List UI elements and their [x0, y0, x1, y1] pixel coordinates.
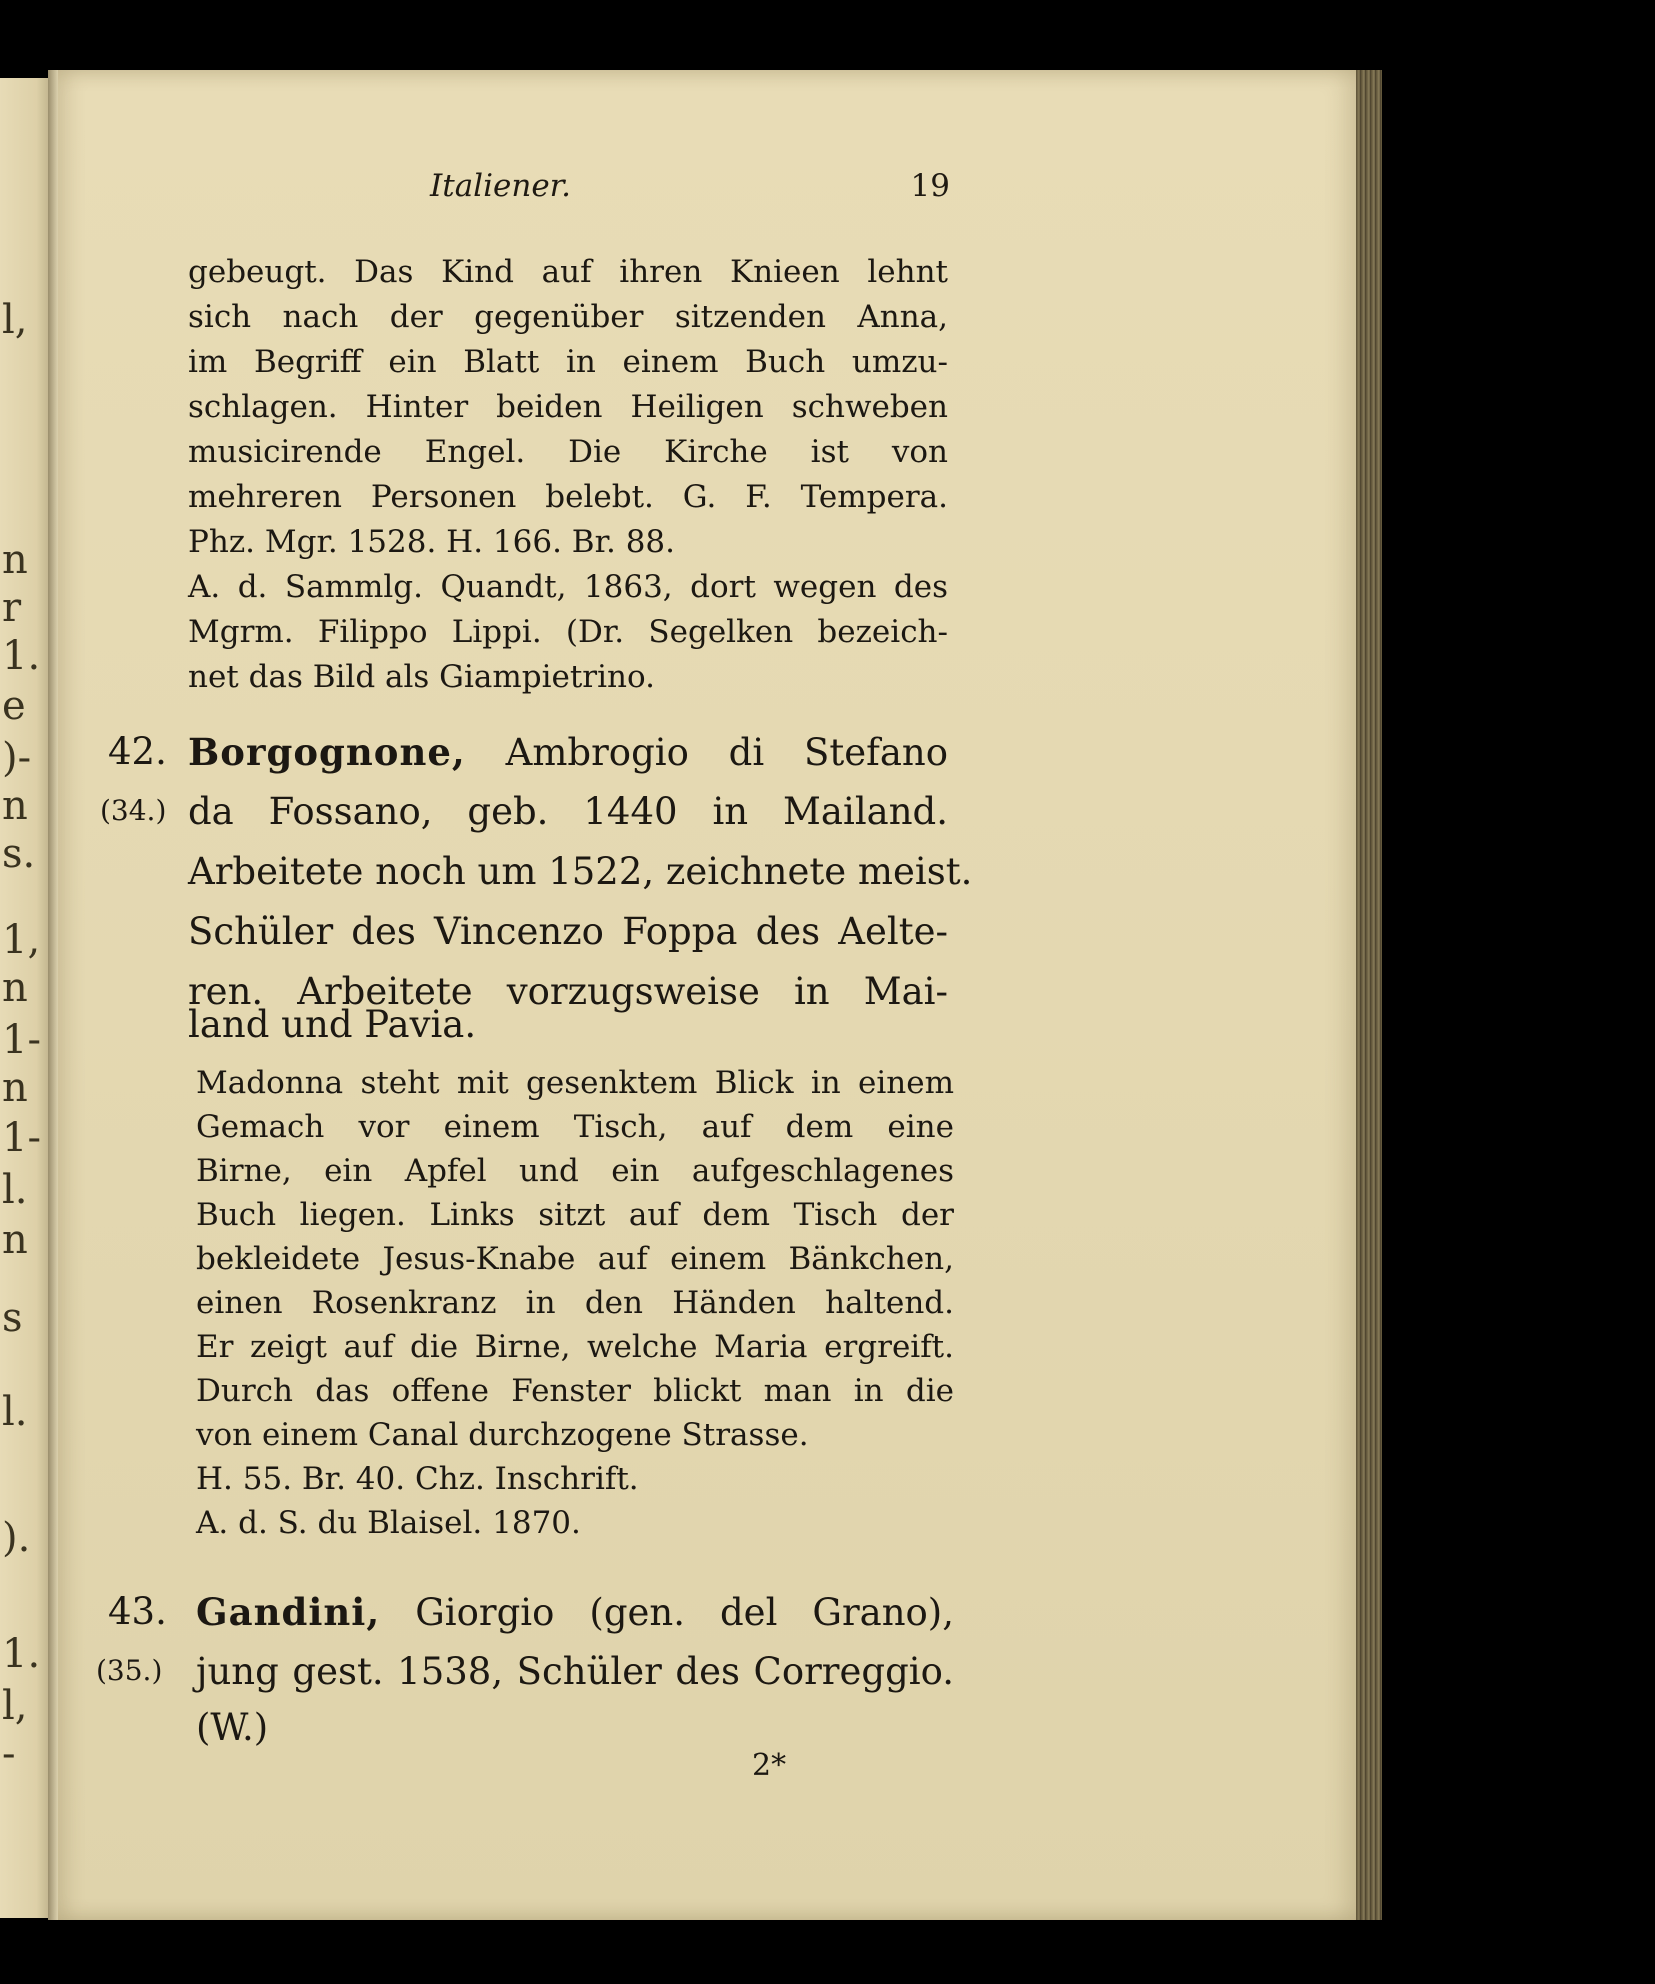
margin-fragment: n: [2, 1217, 28, 1263]
running-head: [430, 168, 950, 212]
margin-fragment: ).: [2, 1515, 31, 1561]
margin-fragment: n: [2, 537, 28, 583]
margin-fragment: l,: [2, 297, 28, 343]
page-number: 19: [910, 168, 950, 204]
entry-number: 43.: [108, 1590, 167, 1633]
signature-mark: 2*: [752, 1748, 787, 1783]
margin-fragment: r: [2, 585, 22, 631]
margin-fragment: s: [2, 1295, 23, 1341]
bio-line: jung gest. 1538, Schüler des Correggio.: [196, 1650, 954, 1693]
page-edges: [1356, 70, 1382, 1920]
continuation-line: im Begriff ein Blatt in einem Buch umzu-: [188, 344, 948, 380]
bio-line: Arbeitete noch um 1522, zeichnete meist.: [188, 850, 973, 893]
margin-fragment: n: [2, 783, 28, 829]
margin-fragment: n: [2, 965, 28, 1011]
bio-line: ren. Arbeitete vorzugsweise in Mai-: [188, 970, 948, 1013]
description-line: Birne, ein Apfel und ein aufgeschlagenes: [196, 1153, 954, 1189]
margin-fragment: 1.: [2, 633, 41, 679]
artist-bio-start: Giorgio (gen. del Grano),: [415, 1591, 954, 1634]
continuation-line: musicirende Engel. Die Kirche ist von: [188, 434, 948, 470]
margin-fragment: n: [2, 1065, 28, 1111]
continuation-line: sich nach der gegenüber sitzenden Anna,: [188, 299, 948, 335]
description-line: Er zeigt auf die Birne, welche Maria ergreift.: [196, 1329, 954, 1365]
continuation-line: mehreren Personen belebt. G. F. Tempera.: [188, 479, 948, 515]
margin-fragment: 1-: [2, 1017, 41, 1063]
continuation-line: gebeugt. Das Kind auf ihren Knieen lehnt: [188, 254, 948, 290]
entry-old-number: (34.): [100, 794, 167, 827]
description-line: Madonna steht mit gesenktem Blick in einem: [196, 1065, 954, 1101]
margin-fragment: 1,: [2, 917, 41, 963]
running-title: Italiener.: [430, 168, 571, 204]
bio-line: da Fossano, geb. 1440 in Mailand.: [188, 790, 948, 833]
description-line: bekleidete Jesus-Knabe auf einem Bänkchen,: [196, 1241, 954, 1277]
left-page-edge: [0, 78, 52, 1918]
artist-name: Gandini,: [196, 1590, 381, 1634]
description-line: von einem Canal durchzogene Strasse.: [196, 1417, 809, 1453]
artist-bio-start: Ambrogio di Stefano: [505, 731, 948, 774]
margin-fragment: l,: [2, 1683, 28, 1729]
entry-old-number: (35.): [96, 1654, 163, 1687]
continuation-line: A. d. Sammlg. Quandt, 1863, dort wegen des: [188, 569, 948, 605]
margin-fragment: 1-: [2, 1115, 41, 1161]
description-line: Gemach vor einem Tisch, auf dem eine: [196, 1109, 954, 1145]
margin-fragment: 1.: [2, 1631, 41, 1677]
description-line: Buch liegen. Links sitzt auf dem Tisch der: [196, 1197, 954, 1233]
description-line: H. 55. Br. 40. Chz. Inschrift.: [196, 1461, 639, 1497]
description-line: A. d. S. du Blaisel. 1870.: [196, 1505, 581, 1541]
description-line: einen Rosenkranz in den Händen haltend.: [196, 1285, 954, 1321]
continuation-line: net das Bild als Giampietrino.: [188, 659, 655, 695]
entry-number: 42.: [108, 730, 167, 773]
margin-fragment: l.: [2, 1389, 28, 1435]
left-margin-fragments: [0, 78, 52, 1918]
description-line: Durch das offene Fenster blickt man in die: [196, 1373, 954, 1409]
bio-line: (W.): [196, 1706, 269, 1749]
continuation-line: schlagen. Hinter beiden Heiligen schweben: [188, 389, 948, 425]
margin-fragment: s.: [2, 831, 36, 877]
margin-fragment: )-: [2, 735, 32, 781]
bio-line-last: land und Pavia.: [188, 1003, 477, 1046]
entry-heading-line: [196, 1590, 954, 1634]
margin-fragment: e: [2, 683, 26, 729]
continuation-line: Mgrm. Filippo Lippi. (Dr. Segelken bezeich-: [188, 614, 948, 650]
entry-heading-line: [188, 730, 948, 774]
margin-fragment: -: [2, 1731, 16, 1777]
margin-fragment: l.: [2, 1167, 28, 1213]
continuation-line: Phz. Mgr. 1528. H. 166. Br. 88.: [188, 524, 675, 560]
artist-name: Borgognone,: [188, 730, 466, 774]
bio-line: Schüler des Vincenzo Foppa des Aelte-: [188, 910, 948, 953]
